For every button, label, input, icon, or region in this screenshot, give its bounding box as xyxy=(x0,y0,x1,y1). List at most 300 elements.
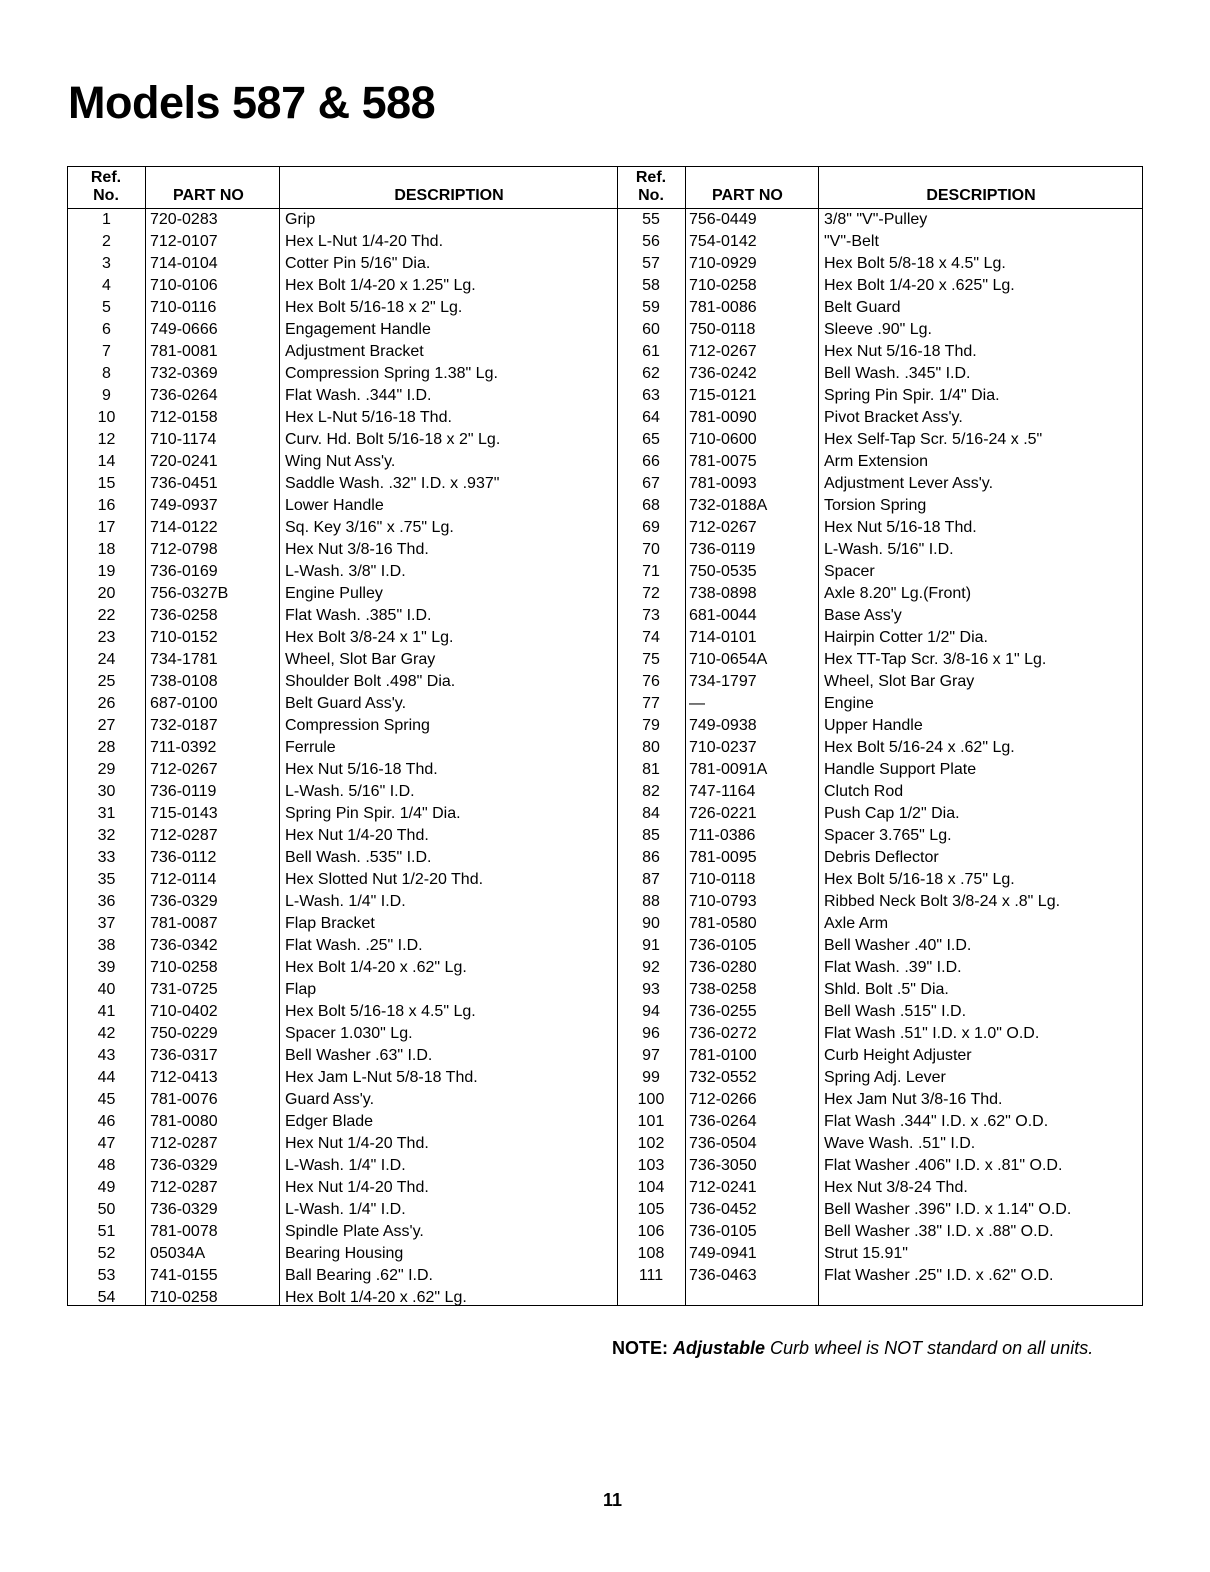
ref-number: 93 xyxy=(642,981,660,998)
part-description: 3/8" "V"-Pulley xyxy=(824,211,928,228)
ref-number: 44 xyxy=(97,1069,116,1086)
ref-number: 8 xyxy=(102,365,111,382)
part-number: 736-0329 xyxy=(150,1201,218,1218)
ref-number: 101 xyxy=(637,1113,665,1130)
ref-number: 23 xyxy=(97,629,116,646)
part-description: Flat Wash. .25" I.D. xyxy=(285,937,423,954)
part-description: Handle Support Plate xyxy=(824,761,977,778)
part-description: Hex Nut 1/4-20 Thd. xyxy=(285,1135,429,1152)
part-number: 710-0258 xyxy=(689,277,757,294)
ref-number: 97 xyxy=(642,1047,660,1064)
parts-table-right xyxy=(617,167,1142,1305)
ref-number: 72 xyxy=(642,585,660,602)
part-description: Spacer 3.765" Lg. xyxy=(824,827,952,844)
part-number: 736-0242 xyxy=(689,365,757,382)
table-row xyxy=(617,209,1142,231)
ref-number: 36 xyxy=(97,893,116,910)
part-number: 720-0241 xyxy=(150,453,218,470)
table-row xyxy=(617,759,1142,781)
ref-number: 19 xyxy=(97,563,116,580)
ref-number: 26 xyxy=(97,695,116,712)
table-row xyxy=(68,1067,617,1089)
part-number: 781-0091A xyxy=(689,761,768,778)
table-row xyxy=(617,297,1142,319)
part-description: Flat Wash. .344" I.D. xyxy=(285,387,432,404)
part-description: Compression Spring 1.38" Lg. xyxy=(285,365,498,382)
table-row xyxy=(68,341,617,363)
part-description: Flat Wash. .385" I.D. xyxy=(285,607,432,624)
table-row xyxy=(617,1177,1142,1199)
part-description: Hex Bolt 5/16-18 x 2" Lg. xyxy=(285,299,463,316)
table-row xyxy=(617,913,1142,935)
part-description: Hex Bolt 1/4-20 x .62" Lg. xyxy=(285,1289,467,1306)
ref-number: 35 xyxy=(97,871,116,888)
part-number: 750-0535 xyxy=(689,563,757,580)
table-row xyxy=(617,539,1142,561)
ref-number: 45 xyxy=(97,1091,116,1108)
ref-number: 81 xyxy=(642,761,660,778)
part-description: Ball Bearing .62" I.D. xyxy=(285,1267,433,1284)
part-number: 756-0449 xyxy=(689,211,757,228)
table-row xyxy=(617,1155,1142,1177)
table-row xyxy=(617,231,1142,253)
table-row xyxy=(68,627,617,649)
ref-number: 12 xyxy=(97,431,116,448)
part-description: Curb Height Adjuster xyxy=(824,1047,972,1064)
table-row xyxy=(617,869,1142,891)
table-row xyxy=(68,1089,617,1111)
ref-number: 32 xyxy=(97,827,116,844)
part-number: 734-1797 xyxy=(689,673,757,690)
part-description: Hex Nut 3/8-16 Thd. xyxy=(285,541,429,558)
ref-number: 20 xyxy=(97,585,116,602)
part-number: 731-0725 xyxy=(150,981,218,998)
part-description: Hex Nut 1/4-20 Thd. xyxy=(285,1179,429,1196)
ref-number: 17 xyxy=(97,519,116,536)
ref-number: 91 xyxy=(642,937,660,954)
table-row xyxy=(617,341,1142,363)
ref-number: 79 xyxy=(642,717,660,734)
part-description: Shoulder Bolt .498" Dia. xyxy=(285,673,456,690)
table-row xyxy=(68,1199,617,1221)
part-description: "V"-Belt xyxy=(824,233,879,250)
ref-number: 58 xyxy=(642,277,660,294)
part-number: 712-0267 xyxy=(689,519,757,536)
table-row xyxy=(617,979,1142,1001)
ref-number: 62 xyxy=(642,365,660,382)
table-row xyxy=(68,561,617,583)
part-number: 781-0081 xyxy=(150,343,218,360)
part-description: Belt Guard Ass'y. xyxy=(285,695,407,712)
table-row xyxy=(68,891,617,913)
part-description: Bell Wash. .535" I.D. xyxy=(285,849,432,866)
part-description: Hex Bolt 3/8-24 x 1" Lg. xyxy=(285,629,454,646)
table-row xyxy=(68,539,617,561)
part-description: Hex Nut 5/16-18 Thd. xyxy=(824,519,977,536)
part-description: L-Wash. 1/4" I.D. xyxy=(285,1157,406,1174)
table-row xyxy=(68,759,617,781)
part-description: Ribbed Neck Bolt 3/8-24 x .8" Lg. xyxy=(824,893,1061,910)
part-description: L-Wash. 1/4" I.D. xyxy=(285,893,406,910)
ref-number: 80 xyxy=(642,739,660,756)
part-number: 781-0086 xyxy=(689,299,757,316)
part-number: 754-0142 xyxy=(689,233,757,250)
part-number: 736-0329 xyxy=(150,893,218,910)
table-row xyxy=(68,253,617,275)
table-row xyxy=(617,253,1142,275)
table-row xyxy=(617,583,1142,605)
table-row xyxy=(68,1111,617,1133)
ref-number: 64 xyxy=(642,409,660,426)
part-number: 736-0258 xyxy=(150,607,218,624)
ref-number: 103 xyxy=(637,1157,665,1174)
part-number: 747-1164 xyxy=(689,783,756,800)
ref-number: 104 xyxy=(637,1179,665,1196)
part-description: Edger Blade xyxy=(285,1113,374,1130)
part-number: 712-0287 xyxy=(150,1135,218,1152)
part-number: 710-1174 xyxy=(150,431,217,448)
footnote xyxy=(612,1338,1093,1359)
part-description: Spacer xyxy=(824,563,875,580)
part-number: 736-0119 xyxy=(150,783,217,800)
part-number: 710-0118 xyxy=(689,871,756,888)
part-description: Bell Wash .515" I.D. xyxy=(824,1003,967,1020)
part-description: Flap xyxy=(285,981,317,998)
part-number: 732-0552 xyxy=(689,1069,757,1086)
part-number: 712-0267 xyxy=(689,343,757,360)
table-row xyxy=(68,209,617,231)
ref-number: 24 xyxy=(97,651,116,668)
ref-number: 28 xyxy=(97,739,116,756)
table-row xyxy=(68,1221,617,1243)
table-row xyxy=(68,935,617,957)
part-number: 781-0087 xyxy=(150,915,218,932)
part-description: Spring Pin Spir. 1/4" Dia. xyxy=(824,387,1000,404)
ref-number: 100 xyxy=(637,1091,665,1108)
table-row xyxy=(68,297,617,319)
part-description: L-Wash. 5/16" I.D. xyxy=(285,783,415,800)
part-number: — xyxy=(689,695,705,712)
ref-number: 77 xyxy=(642,695,660,712)
ref-number: 48 xyxy=(97,1157,116,1174)
part-description: Adjustment Bracket xyxy=(285,343,424,360)
part-description: Hex Slotted Nut 1/2-20 Thd. xyxy=(285,871,484,888)
part-number: 781-0076 xyxy=(150,1091,218,1108)
table-row xyxy=(68,913,617,935)
part-number: 711-0386 xyxy=(689,827,756,844)
table-row xyxy=(617,1089,1142,1111)
part-number: 736-0169 xyxy=(150,563,218,580)
part-description: Wheel, Slot Bar Gray xyxy=(285,651,436,668)
part-number: 710-0106 xyxy=(150,277,218,294)
part-description: Flap Bracket xyxy=(285,915,375,932)
ref-number: 75 xyxy=(642,651,660,668)
part-number: 712-0798 xyxy=(150,541,218,558)
ref-number: 47 xyxy=(97,1135,116,1152)
table-row xyxy=(617,451,1142,473)
part-number: 732-0187 xyxy=(150,717,218,734)
ref-number: 99 xyxy=(642,1069,660,1086)
ref-number: 15 xyxy=(97,475,116,492)
part-description: Hex Nut 1/4-20 Thd. xyxy=(285,827,429,844)
table-row xyxy=(68,825,617,847)
table-row xyxy=(617,891,1142,913)
ref-number: 66 xyxy=(642,453,660,470)
table-row xyxy=(617,517,1142,539)
part-description: Arm Extension xyxy=(824,453,929,470)
header-part-no: PART NO xyxy=(712,187,783,204)
header-description: DESCRIPTION xyxy=(926,187,1036,204)
part-number: 712-0107 xyxy=(150,233,218,250)
table-row xyxy=(68,1001,617,1023)
part-number: 711-0392 xyxy=(150,739,217,756)
table-row xyxy=(617,363,1142,385)
ref-number: 90 xyxy=(642,915,660,932)
ref-number: 73 xyxy=(642,607,660,624)
part-description: Belt Guard xyxy=(824,299,901,316)
table-row xyxy=(68,275,617,297)
part-description: L-Wash. 5/16" I.D. xyxy=(824,541,954,558)
ref-number: 18 xyxy=(97,541,116,558)
part-number: 732-0188A xyxy=(689,497,768,514)
part-description: Adjustment Lever Ass'y. xyxy=(824,475,994,492)
part-description: Pivot Bracket Ass'y. xyxy=(824,409,963,426)
part-description: Sleeve .90" Lg. xyxy=(824,321,932,338)
ref-number: 49 xyxy=(97,1179,116,1196)
ref-number: 33 xyxy=(97,849,116,866)
table-row xyxy=(68,649,617,671)
ref-number: 111 xyxy=(638,1267,664,1284)
part-description: Flat Washer .406" I.D. x .81" O.D. xyxy=(824,1157,1063,1174)
ref-number: 42 xyxy=(97,1025,116,1042)
part-number: 749-0666 xyxy=(150,321,218,338)
ref-number: 69 xyxy=(642,519,660,536)
ref-number: 102 xyxy=(637,1135,665,1152)
ref-number: 54 xyxy=(97,1289,116,1306)
part-number: 781-0080 xyxy=(150,1113,218,1130)
table-row xyxy=(617,561,1142,583)
table-row xyxy=(68,1177,617,1199)
ref-number: 70 xyxy=(642,541,660,558)
part-number: 714-0101 xyxy=(689,629,757,646)
part-number: 712-0413 xyxy=(150,1069,218,1086)
part-number: 710-0258 xyxy=(150,1289,218,1306)
part-number: 749-0941 xyxy=(689,1245,757,1262)
table-row xyxy=(68,605,617,627)
part-number: 736-0451 xyxy=(150,475,218,492)
table-row xyxy=(68,1243,617,1265)
part-number: 736-3050 xyxy=(689,1157,757,1174)
part-number: 712-0266 xyxy=(689,1091,757,1108)
part-number: 681-0044 xyxy=(689,607,757,624)
ref-number: 71 xyxy=(642,563,660,580)
header-description: DESCRIPTION xyxy=(394,187,504,204)
part-number: 736-0255 xyxy=(689,1003,757,1020)
ref-number: 30 xyxy=(97,783,116,800)
part-description: Bearing Housing xyxy=(285,1245,404,1262)
ref-number: 4 xyxy=(102,277,111,294)
table-row xyxy=(617,825,1142,847)
part-description: Hex L-Nut 5/16-18 Thd. xyxy=(285,409,452,426)
part-number: 750-0118 xyxy=(689,321,756,338)
table-row xyxy=(68,957,617,979)
part-number: 734-1781 xyxy=(150,651,218,668)
ref-number: 108 xyxy=(637,1245,665,1262)
part-number: 736-0112 xyxy=(150,849,217,866)
table-row xyxy=(617,429,1142,451)
part-description: Compression Spring xyxy=(285,717,430,734)
part-number: 781-0580 xyxy=(689,915,757,932)
ref-number: 43 xyxy=(97,1047,116,1064)
table-row xyxy=(68,495,617,517)
part-number: 736-0105 xyxy=(689,937,757,954)
ref-number: 88 xyxy=(642,893,660,910)
part-description: Hairpin Cotter 1/2" Dia. xyxy=(824,629,988,646)
part-number: 736-0264 xyxy=(689,1113,757,1130)
part-number: 736-0504 xyxy=(689,1135,757,1152)
ref-number: 86 xyxy=(642,849,660,866)
part-description: Upper Handle xyxy=(824,717,923,734)
table-row xyxy=(68,1265,617,1287)
part-number: 736-0264 xyxy=(150,387,218,404)
part-description: Spring Pin Spir. 1/4" Dia. xyxy=(285,805,461,822)
part-number: 714-0122 xyxy=(150,519,218,536)
part-number: 781-0093 xyxy=(689,475,757,492)
table-row xyxy=(68,473,617,495)
table-row xyxy=(68,1287,617,1309)
part-number: 712-0114 xyxy=(150,871,217,888)
part-description: Hex Nut 3/8-24 Thd. xyxy=(824,1179,968,1196)
part-description: Lower Handle xyxy=(285,497,384,514)
table-row xyxy=(617,1243,1142,1265)
part-description: Flat Wash. .39" I.D. xyxy=(824,959,962,976)
part-number: 712-0267 xyxy=(150,761,218,778)
part-description: Engine Pulley xyxy=(285,585,383,602)
part-description: Wheel, Slot Bar Gray xyxy=(824,673,975,690)
page-title: Models 587 & 588 xyxy=(68,77,436,128)
ref-number: 94 xyxy=(642,1003,660,1020)
part-description: Bell Washer .38" I.D. x .88" O.D. xyxy=(824,1223,1054,1240)
table-row xyxy=(68,407,617,429)
part-description: Guard Ass'y. xyxy=(285,1091,375,1108)
table-row xyxy=(68,1133,617,1155)
part-number: 749-0937 xyxy=(150,497,218,514)
header-ref-line1: Ref. xyxy=(635,169,667,186)
table-row xyxy=(68,979,617,1001)
part-number: 710-0600 xyxy=(689,431,757,448)
table-row xyxy=(617,1001,1142,1023)
ref-number: 68 xyxy=(642,497,660,514)
table-row xyxy=(68,429,617,451)
note-emphasis: Adjustable xyxy=(673,1338,766,1358)
table-row xyxy=(617,1199,1142,1221)
table-row xyxy=(68,847,617,869)
part-description: Hex Bolt 5/16-24 x .62" Lg. xyxy=(824,739,1015,756)
part-number: 715-0121 xyxy=(689,387,757,404)
table-row xyxy=(617,385,1142,407)
ref-number: 65 xyxy=(642,431,660,448)
part-number: 712-0158 xyxy=(150,409,218,426)
part-description: L-Wash. 3/8" I.D. xyxy=(285,563,406,580)
ref-number: 76 xyxy=(642,673,660,690)
table-row xyxy=(68,1155,617,1177)
ref-number: 6 xyxy=(102,321,111,338)
part-description: Hex Jam L-Nut 5/8-18 Thd. xyxy=(285,1069,478,1086)
table-row xyxy=(617,473,1142,495)
part-description: Shld. Bolt .5" Dia. xyxy=(824,981,949,998)
table-row xyxy=(617,693,1142,715)
part-number: 710-0152 xyxy=(150,629,218,646)
ref-number: 5 xyxy=(102,299,111,316)
note-text: Curb wheel is NOT standard on all units. xyxy=(770,1338,1094,1358)
part-description: Sq. Key 3/16" x .75" Lg. xyxy=(285,519,454,536)
part-description: Flat Wash .344" I.D. x .62" O.D. xyxy=(824,1113,1049,1130)
table-row xyxy=(617,1045,1142,1067)
ref-number: 39 xyxy=(97,959,116,976)
part-number: 738-0898 xyxy=(689,585,757,602)
part-description: Hex Bolt 1/4-20 x .62" Lg. xyxy=(285,959,467,976)
table-row xyxy=(617,1023,1142,1045)
ref-number: 3 xyxy=(102,255,111,272)
part-description: Hex Bolt 1/4-20 x .625" Lg. xyxy=(824,277,1015,294)
part-number: 736-0329 xyxy=(150,1157,218,1174)
table-row xyxy=(617,957,1142,979)
ref-number: 40 xyxy=(97,981,116,998)
part-number: 712-0287 xyxy=(150,1179,218,1196)
part-description: Axle 8.20" Lg.(Front) xyxy=(824,585,972,602)
table-row xyxy=(617,627,1142,649)
part-description: Wave Wash. .51" I.D. xyxy=(824,1135,976,1152)
table-row xyxy=(68,231,617,253)
ref-number: 29 xyxy=(97,761,116,778)
header-ref-line2: No. xyxy=(638,187,664,204)
part-description: Spring Adj. Lever xyxy=(824,1069,946,1086)
part-description: Hex Bolt 5/16-18 x .75" Lg. xyxy=(824,871,1015,888)
part-number: 732-0369 xyxy=(150,365,218,382)
parts-table xyxy=(67,166,1143,1306)
ref-number: 25 xyxy=(97,673,116,690)
part-number: 715-0143 xyxy=(150,805,218,822)
part-number: 738-0108 xyxy=(150,673,218,690)
part-number: 710-0258 xyxy=(150,959,218,976)
header-ref xyxy=(76,169,136,205)
part-number: 712-0241 xyxy=(689,1179,757,1196)
parts-table-left xyxy=(68,167,617,1305)
part-description: Strut 15.91" xyxy=(824,1245,908,1262)
ref-number: 46 xyxy=(97,1113,116,1130)
part-description: Push Cap 1/2" Dia. xyxy=(824,805,960,822)
part-number: 736-0105 xyxy=(689,1223,757,1240)
part-number: 750-0229 xyxy=(150,1025,218,1042)
table-row xyxy=(68,715,617,737)
part-number: 781-0090 xyxy=(689,409,757,426)
table-row xyxy=(617,1111,1142,1133)
ref-number: 16 xyxy=(97,497,116,514)
part-description: Ferrule xyxy=(285,739,336,756)
part-number: 741-0155 xyxy=(150,1267,218,1284)
part-description: Hex Bolt 1/4-20 x 1.25" Lg. xyxy=(285,277,476,294)
table-row xyxy=(617,319,1142,341)
table-row xyxy=(68,1023,617,1045)
part-number: 756-0327B xyxy=(150,585,229,602)
ref-number: 67 xyxy=(642,475,660,492)
part-description: Hex L-Nut 1/4-20 Thd. xyxy=(285,233,444,250)
ref-number: 52 xyxy=(97,1245,116,1262)
page-number: 11 xyxy=(603,1490,623,1510)
part-description: Saddle Wash. .32" I.D. x .937" xyxy=(285,475,500,492)
table-row xyxy=(68,671,617,693)
header-ref xyxy=(621,169,681,205)
